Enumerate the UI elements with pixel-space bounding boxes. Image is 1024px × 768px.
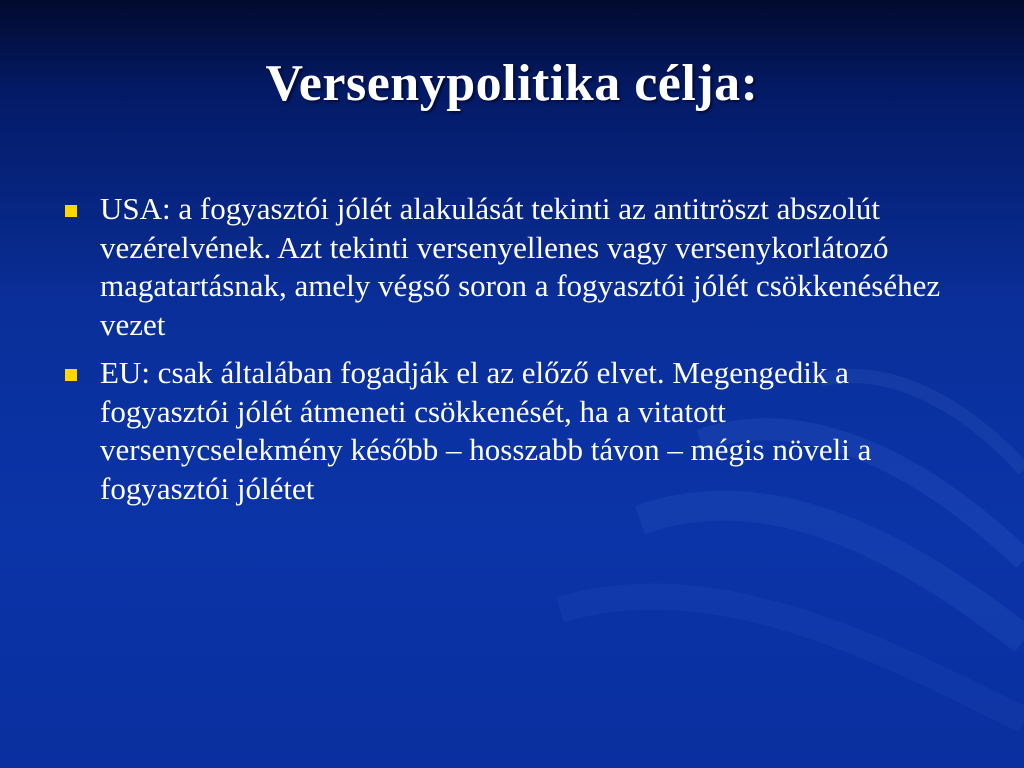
- bullet-text-usa: USA: a fogyasztói jólét alakulását tekinti az antitröszt abszolút vezérelvének. Azt tekinti versenyellenes vagy versenykorlátozó magatartásnak, amely végső soron a fogyasztói jólét csökkenéséhez vezet: [100, 191, 941, 342]
- square-bullet-icon: [65, 205, 77, 217]
- bullet-item-eu: [62, 354, 962, 508]
- bullet-item-usa: [62, 190, 962, 344]
- bullet-text-eu: EU: csak általában fogadják el az előző elvet. Megengedik a fogyasztói jólét átmeneti csökkenését, ha a vitatott versenycselekmény később – hosszabb távon – mégis növeli a fogyasztói jólétet: [100, 355, 872, 506]
- slide-title: Versenypolitika célja:: [265, 55, 759, 112]
- bullet-list: [62, 190, 962, 518]
- square-bullet-icon: [65, 369, 77, 381]
